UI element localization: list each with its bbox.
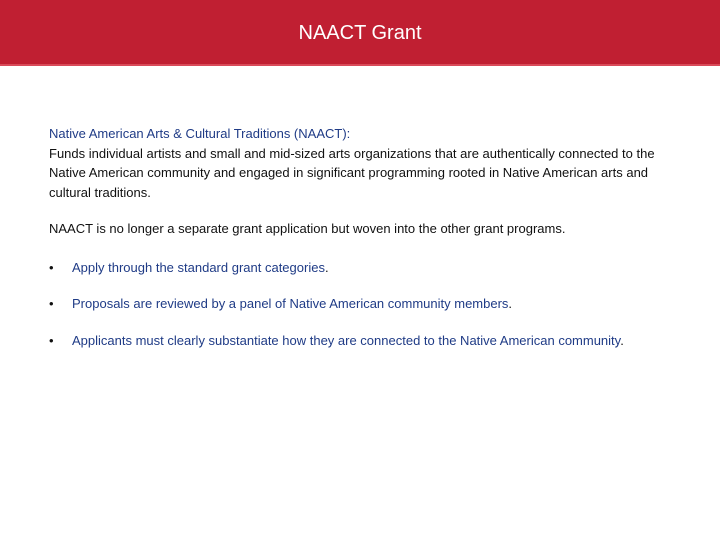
bullet-period: . [324,259,329,275]
bullet-icon: • [49,259,54,275]
intro-heading: Native American Arts & Cultural Traditions (NAACT): [49,126,351,141]
title-bar [0,0,720,66]
bullet-period: . [508,296,513,311]
list-item [49,258,669,278]
list-item [49,331,669,351]
bullet-list [49,258,669,351]
bullet-text: Apply through the standard grant categories [72,259,325,275]
intro-body: Funds individual artists and small and mid-sized arts organizations that are authentically connected to the Native American community and engaged in significant programming rooted in Native American arts and cultural traditions. [49,145,655,200]
bullet-text: Proposals are reviewed by a panel of Native American community members [72,296,509,311]
slide-title: NAACT Grant [298,22,422,44]
bullet-period: . [620,332,624,348]
list-item [49,294,669,314]
note-paragraph: NAACT is no longer a separate grant application but woven into the other grant programs. [49,221,566,236]
bullet-icon: • [49,296,54,311]
slide-content [49,124,669,367]
bullet-icon: • [49,332,54,348]
bullet-text: Applicants must clearly substantiate how they are connected to the Native American community [72,332,621,348]
